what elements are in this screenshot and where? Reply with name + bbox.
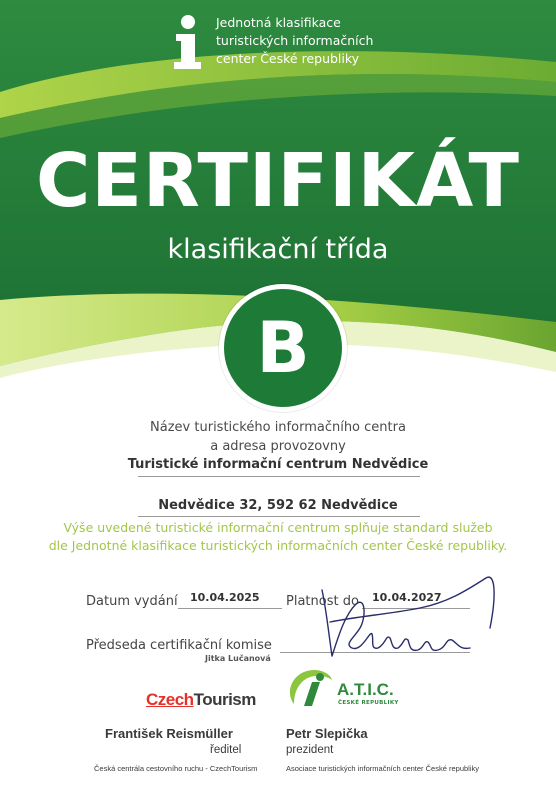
certificate-title: CERTIFIKÁT — [36, 138, 520, 224]
compliance-line: Výše uvedené turistické informační centrum splňuje standard služeb — [63, 520, 493, 535]
left-signatory-organization: Česká centrála cestovního ruchu - CzechTourism — [94, 764, 258, 773]
atic-logo-icon — [286, 668, 334, 710]
class-badge: B — [219, 284, 347, 412]
czechtourism-logo-part: Czech — [146, 690, 194, 709]
committee-chair-name: Jitka Lučanová — [205, 654, 271, 663]
handwritten-signature — [300, 568, 500, 668]
atic-logo-name: A.T.I.C. — [337, 680, 394, 699]
center-label-line: Název turistického informačního centra — [150, 420, 406, 435]
info-i-logo-icon — [170, 14, 204, 70]
committee-label: Předseda certifikační komise — [86, 638, 272, 653]
header-classification-text — [216, 14, 373, 68]
certificate-subtitle: klasifikační třída — [167, 234, 389, 265]
header-line: turistických informačních — [216, 33, 374, 48]
czechtourism-logo-part: Tourism — [193, 690, 256, 709]
header-line: center České republiky — [216, 51, 360, 66]
center-label-line: a adresa provozovny — [210, 439, 346, 454]
right-signatory-role: prezident — [286, 744, 334, 756]
valid-until-label: Platnost do — [286, 594, 359, 609]
header-line: Jednotná klasifikace — [216, 15, 341, 30]
right-signatory-name: Petr Slepička — [286, 726, 368, 741]
divider — [138, 516, 420, 517]
left-signatory-name: František Reismüller — [105, 726, 233, 741]
valid-until-value: 10.04.2027 — [372, 591, 442, 604]
compliance-statement — [0, 519, 556, 555]
left-signatory-role: ředitel — [210, 744, 242, 756]
issue-date-label: Datum vydání — [86, 594, 178, 609]
atic-logo-subtitle: ČESKÉ REPUBLIKY — [338, 700, 399, 706]
center-name: Turistické informační centrum Nedvědice — [127, 457, 429, 472]
center-label — [0, 418, 556, 456]
czechtourism-logo — [146, 690, 256, 710]
issue-date-value: 10.04.2025 — [190, 591, 260, 604]
compliance-line: dle Jednotné klasifikace turistických informačních center České republiky. — [48, 538, 508, 553]
right-signatory-organization: Asociace turistických informačních center České republiky — [286, 764, 479, 773]
issue-date-line — [178, 608, 282, 609]
divider — [138, 476, 420, 477]
center-address: Nedvědice 32, 592 62 Nedvědice — [158, 498, 398, 513]
